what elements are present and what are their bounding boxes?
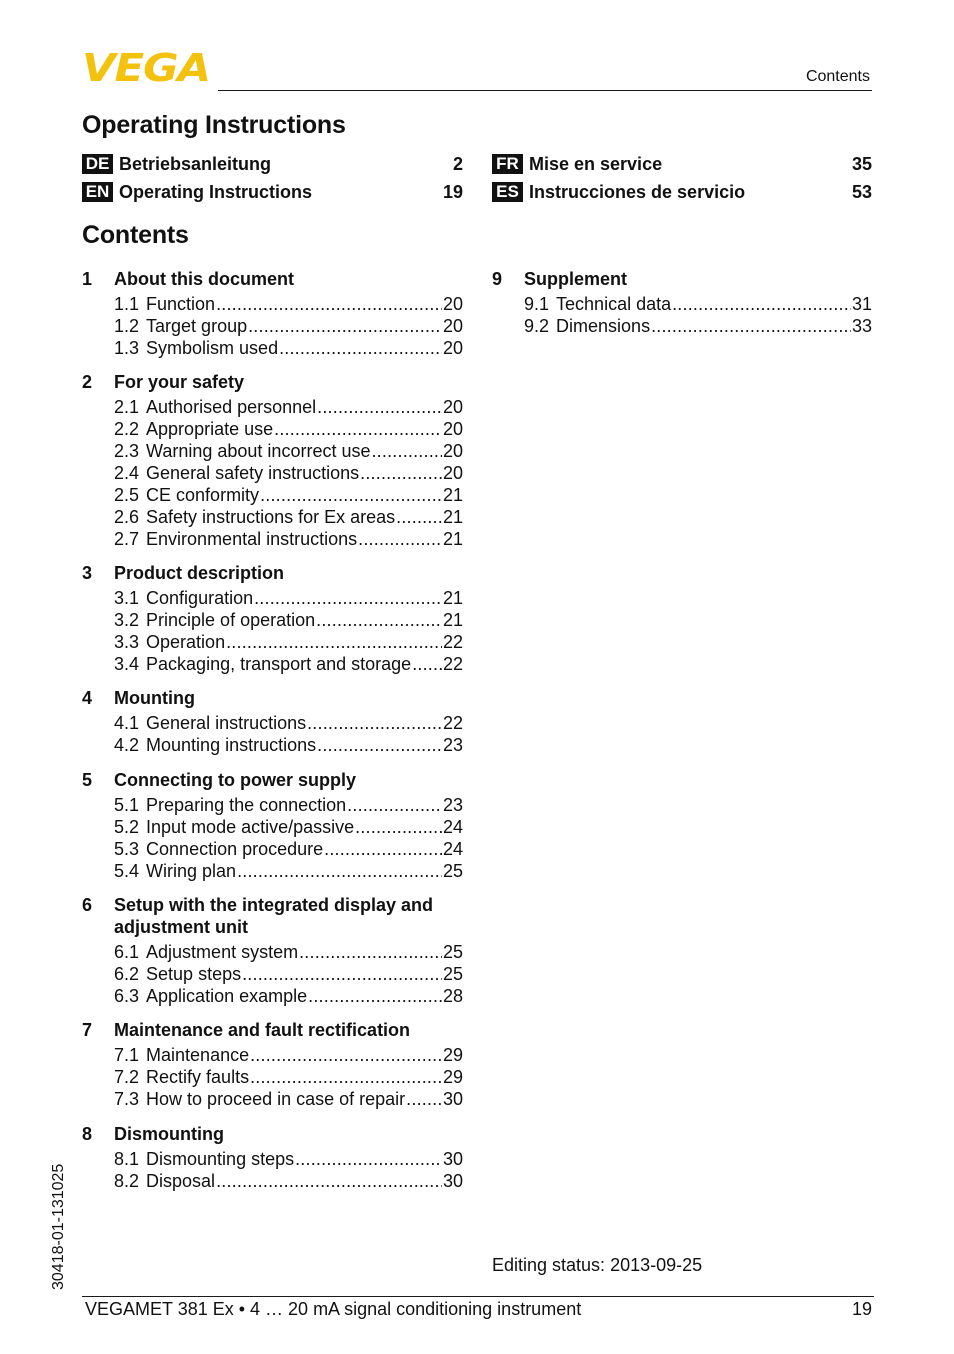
toc-chapter-4 <box>82 687 463 756</box>
toc-entry[interactable] <box>114 816 463 838</box>
toc-entry[interactable] <box>114 838 463 860</box>
toc-entry-page: 21 <box>442 529 463 549</box>
toc-chapter-title: Dismounting <box>114 1124 224 1144</box>
toc-entry-number: 3.2 <box>114 610 140 630</box>
toc-entry-title: Adjustment system <box>146 942 299 962</box>
toc-entry-number: 2.6 <box>114 507 140 527</box>
toc-entry-page: 25 <box>442 964 463 984</box>
toc-leader-dots <box>250 1044 442 1066</box>
toc-chapter-heading[interactable] <box>492 268 872 290</box>
toc-entry-number: 8.1 <box>114 1149 140 1169</box>
toc-entry-title: Setup steps <box>146 964 242 984</box>
toc-leader-dots <box>371 440 441 462</box>
toc-entry-number: 3.4 <box>114 654 140 674</box>
toc-chapter-2 <box>82 371 463 550</box>
toc-entry-title: Operation <box>146 632 226 652</box>
language-code-badge: DE <box>82 154 113 174</box>
toc-entry-title: Safety instructions for Ex areas <box>146 507 396 527</box>
toc-entry-number: 2.2 <box>114 419 140 439</box>
language-entry-page: 53 <box>851 182 872 202</box>
toc-entry[interactable] <box>114 418 463 440</box>
toc-entry[interactable] <box>114 1088 463 1110</box>
toc-entry-title: Connection procedure <box>146 839 324 859</box>
toc-entry-title: Warning about incorrect use <box>146 441 371 461</box>
toc-leader-dots <box>307 712 442 734</box>
language-entry-es[interactable] <box>492 180 872 204</box>
toc-entry-title: Target group <box>146 316 248 336</box>
toc-entry-number: 6.2 <box>114 964 140 984</box>
toc-entry[interactable] <box>114 440 463 462</box>
toc-entry-number: 2.3 <box>114 441 140 461</box>
toc-chapter-heading[interactable] <box>82 1123 463 1145</box>
toc-entry-title: Wiring plan <box>146 861 237 881</box>
toc-entry-number: 4.2 <box>114 735 140 755</box>
toc-entry-number: 5.2 <box>114 817 140 837</box>
toc-entry-page: 22 <box>442 713 463 733</box>
toc-entry-page: 20 <box>442 294 463 314</box>
toc-chapter-9 <box>492 268 872 337</box>
toc-chapter-3 <box>82 562 463 675</box>
toc-entry-page: 20 <box>442 463 463 483</box>
language-code-badge: ES <box>492 182 523 202</box>
language-entry-fr[interactable] <box>492 152 872 176</box>
document-id-vertical: 30418-01-131025 <box>50 1163 67 1290</box>
toc-chapter-1 <box>82 268 463 359</box>
toc-entry-page: 28 <box>442 986 463 1006</box>
toc-entry-title: Environmental instructions <box>146 529 358 549</box>
toc-chapter-heading[interactable] <box>82 769 463 791</box>
toc-entry[interactable] <box>114 337 463 359</box>
toc-entry-page: 30 <box>442 1149 463 1169</box>
toc-leader-dots <box>299 941 442 963</box>
toc-leader-dots <box>360 462 442 484</box>
toc-entry[interactable] <box>114 860 463 882</box>
toc-entry-number: 7.1 <box>114 1045 140 1065</box>
toc-entry[interactable] <box>114 1044 463 1066</box>
toc-chapter-heading[interactable] <box>82 562 463 584</box>
toc-entry-number: 9.1 <box>524 294 550 314</box>
toc-entry-title: Packaging, transport and storage <box>146 654 412 674</box>
toc-chapter-title: Connecting to power supply <box>114 770 356 790</box>
toc-chapter-number: 6 <box>82 895 93 915</box>
toc-entry[interactable] <box>114 734 463 756</box>
toc-leader-dots <box>295 1148 442 1170</box>
toc-leader-dots <box>347 794 442 816</box>
toc-entry-page: 20 <box>442 419 463 439</box>
toc-entry-page: 24 <box>442 817 463 837</box>
toc-entry-number: 2.7 <box>114 529 140 549</box>
toc-entry[interactable] <box>114 1066 463 1088</box>
toc-entry-title: How to proceed in case of repair <box>146 1089 406 1109</box>
toc-entry-page: 25 <box>442 861 463 881</box>
toc-entry-title: Appropriate use <box>146 419 274 439</box>
toc-entry-number: 5.1 <box>114 795 140 815</box>
toc-entry[interactable] <box>114 631 463 653</box>
toc-entry-title: Disposal <box>146 1171 216 1191</box>
toc-leader-dots <box>672 293 851 315</box>
toc-chapter-heading[interactable] <box>82 1019 463 1041</box>
toc-chapter-number: 3 <box>82 563 93 583</box>
toc-chapter-number: 4 <box>82 688 93 708</box>
toc-entry-title: Rectify faults <box>146 1067 250 1087</box>
toc-entry[interactable] <box>114 653 463 675</box>
toc-chapter-5 <box>82 769 463 882</box>
toc-chapter-number: 8 <box>82 1124 93 1144</box>
toc-entry[interactable] <box>524 293 872 315</box>
language-entry-de[interactable] <box>82 152 463 176</box>
toc-entry-page: 20 <box>442 397 463 417</box>
toc-entry-page: 20 <box>442 316 463 336</box>
toc-entry[interactable] <box>114 941 463 963</box>
toc-entry[interactable] <box>114 396 463 418</box>
header-section-label: Contents <box>805 68 870 85</box>
toc-chapter-title: About this document <box>114 269 294 289</box>
toc-leader-dots <box>237 860 442 882</box>
toc-leader-dots <box>216 1170 442 1192</box>
vega-logo-text: VEGA <box>82 50 210 84</box>
language-entry-en[interactable] <box>82 180 463 204</box>
toc-entry-title: General safety instructions <box>146 463 360 483</box>
toc-leader-dots <box>358 528 442 550</box>
toc-chapter-number: 7 <box>82 1020 93 1040</box>
toc-entry-number: 3.3 <box>114 632 140 652</box>
toc-leader-dots <box>316 609 442 631</box>
toc-leader-dots <box>274 418 442 440</box>
toc-entry[interactable] <box>114 1170 463 1192</box>
toc-entry-title: Principle of operation <box>146 610 316 630</box>
toc-entry-number: 9.2 <box>524 316 550 336</box>
toc-chapter-6 <box>82 894 463 1007</box>
toc-leader-dots <box>279 337 442 359</box>
toc-entry-page: 31 <box>851 294 872 314</box>
toc-entry-number: 5.4 <box>114 861 140 881</box>
toc-chapter-title: Supplement <box>524 269 628 289</box>
toc-entry-number: 1.3 <box>114 338 140 358</box>
editing-status: Editing status: 2013-09-25 <box>492 1255 703 1275</box>
toc-entry[interactable] <box>114 315 463 337</box>
toc-entry-number: 3.1 <box>114 588 140 608</box>
toc-chapter-title: Product description <box>114 563 285 583</box>
footer-product-title: VEGAMET 381 Ex • 4 … 20 mA signal conditioning instrument <box>85 1299 582 1319</box>
toc-leader-dots <box>248 315 442 337</box>
toc-chapter-title: Maintenance and fault rectification <box>114 1020 411 1040</box>
toc-entry-page: 25 <box>442 942 463 962</box>
toc-leader-dots <box>651 315 851 337</box>
toc-entry[interactable] <box>114 1148 463 1170</box>
toc-entry[interactable] <box>114 712 463 734</box>
toc-leader-dots <box>216 293 442 315</box>
toc-entry-title: Preparing the connection <box>146 795 347 815</box>
toc-chapter-number: 2 <box>82 372 93 392</box>
language-code-badge: EN <box>82 182 113 202</box>
toc-entry[interactable] <box>114 484 463 506</box>
toc-entry-title: Maintenance <box>146 1045 250 1065</box>
toc-entry-number: 2.5 <box>114 485 140 505</box>
toc-chapter-heading[interactable] <box>82 371 463 393</box>
toc-entry-number: 6.3 <box>114 986 140 1006</box>
toc-entry[interactable] <box>524 315 872 337</box>
toc-entry-page: 20 <box>442 441 463 461</box>
footer-rule <box>82 1296 874 1297</box>
toc-entry[interactable] <box>114 506 463 528</box>
language-entry-page: 35 <box>851 154 872 174</box>
toc-chapter-7 <box>82 1019 463 1110</box>
language-entry-label: Instrucciones de servicio <box>529 181 746 202</box>
toc-leader-dots <box>226 631 442 653</box>
toc-entry-page: 29 <box>442 1067 463 1087</box>
toc-entry-number: 2.1 <box>114 397 140 417</box>
toc-entry-title: Authorised personnel <box>146 397 317 417</box>
language-entry-label: Mise en service <box>529 153 663 174</box>
toc-chapter-title: Mounting <box>114 688 195 708</box>
language-entry-label: Operating Instructions <box>119 181 313 202</box>
toc-entry-title: Function <box>146 294 216 314</box>
toc-entry-page: 21 <box>442 507 463 527</box>
toc-entry[interactable] <box>114 609 463 631</box>
toc-entry-page: 29 <box>442 1045 463 1065</box>
language-entry-label: Betriebsanleitung <box>119 153 272 174</box>
toc-entry-title: Technical data <box>556 294 672 314</box>
vega-logo <box>82 50 212 84</box>
toc-entry-page: 22 <box>442 654 463 674</box>
toc-entry-title: Symbolism used <box>146 338 279 358</box>
toc-chapter-number: 9 <box>492 269 503 289</box>
toc-leader-dots <box>324 838 442 860</box>
toc-entry-number: 5.3 <box>114 839 140 859</box>
toc-chapter-number: 1 <box>82 269 93 289</box>
toc-chapter-title: Setup with the integrated display and adjustment unit <box>114 895 434 937</box>
toc-leader-dots <box>355 816 442 838</box>
toc-leader-dots <box>242 963 442 985</box>
toc-leader-dots <box>308 985 442 1007</box>
toc-leader-dots <box>396 506 442 528</box>
toc-chapter-heading[interactable] <box>82 268 463 290</box>
language-entry-page: 2 <box>452 154 463 174</box>
toc-entry-number: 2.4 <box>114 463 140 483</box>
toc-chapter-heading[interactable] <box>82 687 463 709</box>
toc-entry[interactable] <box>114 462 463 484</box>
toc-entry-page: 33 <box>851 316 872 336</box>
toc-chapter-number: 5 <box>82 770 93 790</box>
toc-entry[interactable] <box>114 794 463 816</box>
toc-entry-page: 21 <box>442 588 463 608</box>
toc-entry-page: 21 <box>442 610 463 630</box>
toc-entry[interactable] <box>114 293 463 315</box>
language-entry-page: 19 <box>442 182 463 202</box>
toc-entry-number: 7.3 <box>114 1089 140 1109</box>
toc-entry[interactable] <box>114 963 463 985</box>
toc-entry-number: 8.2 <box>114 1171 140 1191</box>
toc-leader-dots <box>317 396 442 418</box>
toc-entry-number: 4.1 <box>114 713 140 733</box>
toc-entry-page: 23 <box>442 795 463 815</box>
header-rule <box>218 90 872 91</box>
language-code-badge: FR <box>492 154 523 174</box>
toc-leader-dots <box>317 734 442 756</box>
toc-entry-number: 1.2 <box>114 316 140 336</box>
toc-leader-dots <box>250 1066 442 1088</box>
toc-entry[interactable] <box>114 528 463 550</box>
footer-page-number: 19 <box>851 1299 872 1319</box>
operating-instructions-title: Operating Instructions <box>82 111 346 139</box>
toc-entry-page: 30 <box>442 1089 463 1109</box>
toc-entry-page: 23 <box>442 735 463 755</box>
toc-entry-title: Mounting instructions <box>146 735 317 755</box>
toc-leader-dots <box>406 1088 442 1110</box>
toc-leader-dots <box>254 587 442 609</box>
toc-entry-title: CE conformity <box>146 485 260 505</box>
toc-entry-number: 1.1 <box>114 294 140 314</box>
toc-chapter-heading[interactable] <box>82 894 463 938</box>
toc-entry-title: Dimensions <box>556 316 651 336</box>
toc-chapter-8 <box>82 1123 463 1192</box>
toc-entry-page: 24 <box>442 839 463 859</box>
toc-chapter-title: For your safety <box>114 372 245 392</box>
toc-entry-page: 22 <box>442 632 463 652</box>
toc-entry[interactable] <box>114 985 463 1007</box>
contents-title: Contents <box>82 221 189 249</box>
toc-entry-page: 30 <box>442 1171 463 1191</box>
toc-entry-title: Input mode active/passive <box>146 817 355 837</box>
toc-entry[interactable] <box>114 587 463 609</box>
toc-entry-page: 20 <box>442 338 463 358</box>
toc-entry-title: Application example <box>146 986 308 1006</box>
toc-entry-title: Dismounting steps <box>146 1149 295 1169</box>
toc-entry-page: 21 <box>442 485 463 505</box>
toc-leader-dots <box>412 653 442 675</box>
toc-entry-number: 7.2 <box>114 1067 140 1087</box>
toc-entry-title: General instructions <box>146 713 307 733</box>
toc-leader-dots <box>260 484 442 506</box>
toc-entry-title: Configuration <box>146 588 254 608</box>
toc-entry-number: 6.1 <box>114 942 140 962</box>
